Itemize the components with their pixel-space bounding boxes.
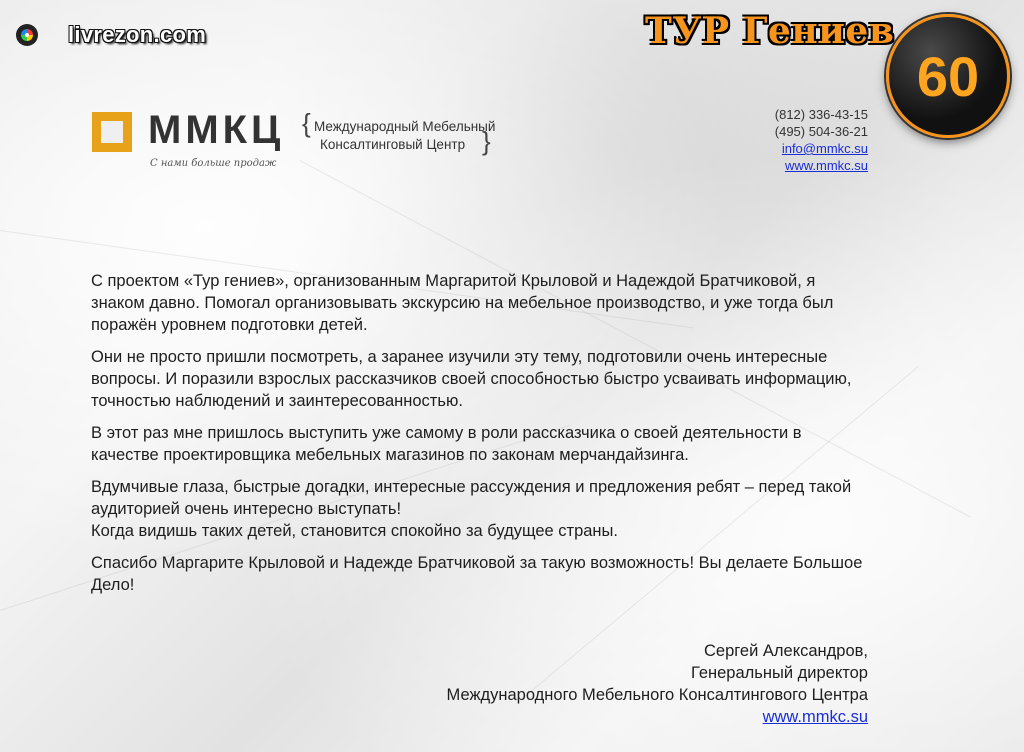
site-logo-icon xyxy=(16,24,38,46)
series-title: ТУР Гениев xyxy=(645,10,895,52)
brace-right-icon: } xyxy=(482,126,491,156)
brace-left-icon: { xyxy=(302,108,311,138)
letter-paragraph: Когда видишь таких детей, становится спокойно за будущее страны. xyxy=(91,522,618,540)
phone-1: (812) 336-43-15 xyxy=(774,107,868,122)
email-link[interactable]: info@mmkc.su xyxy=(781,141,868,156)
letter-paragraph: С проектом «Тур гениев», организованным Маргаритой Крыловой и Надеждой Братчиковой, я знаком давно. Помогал организовывать экскурсию на мебельное производство, и уже тогда был поражён уровнем подготовки детей. xyxy=(91,272,834,334)
company-description xyxy=(302,108,496,156)
page-number-badge xyxy=(886,14,1010,138)
letter-body xyxy=(91,270,871,606)
signature-website-link[interactable]: www.mmkc.su xyxy=(762,708,868,726)
signature-block xyxy=(447,640,868,728)
square-frame-icon xyxy=(92,112,132,152)
company-desc-line2: Консалтинговый Центр xyxy=(320,137,466,152)
signer-position: Генеральный директор xyxy=(691,664,868,682)
signer-organization: Международного Мебельного Консалтингового Центра xyxy=(446,686,868,704)
contacts-block xyxy=(775,106,868,174)
page-number: 60 xyxy=(916,44,980,108)
letter-paragraph: Они не просто пришли посмотреть, а заранее изучили эту тему, подготовили очень интересные вопросы. И поразили взрослых рассказчиков своей способностью быстро усваивать информацию, точностью наблюдений и заинтересованностью. xyxy=(91,348,852,410)
letter-paragraph: Вдумчивые глаза, быстрые догадки, интересные рассуждения и предложения ребят – перед такой аудиторией очень интересно выступать! xyxy=(91,478,852,518)
company-desc-line1: Международный Мебельный xyxy=(314,119,496,134)
phone-2: (495) 504-36-21 xyxy=(774,124,868,139)
site-name: livrezon.com xyxy=(68,22,207,47)
site-watermark xyxy=(16,22,206,48)
logo-text: ММКЦ xyxy=(148,108,285,152)
letter-paragraph: В этот раз мне пришлось выступить уже самому в роли рассказчика о своей деятельности в качестве проектировщика мебельных магазинов по законам мерчандайзинга. xyxy=(91,424,802,464)
letter-paragraph: Спасибо Маргарите Крыловой и Надежде Братчиковой за такую возможность! Вы делаете Большое Дело! xyxy=(91,554,863,594)
website-link[interactable]: www.mmkc.su xyxy=(784,158,868,173)
logo-slogan: С нами больше продаж xyxy=(150,158,277,169)
signer-name: Сергей Александров, xyxy=(704,642,868,660)
